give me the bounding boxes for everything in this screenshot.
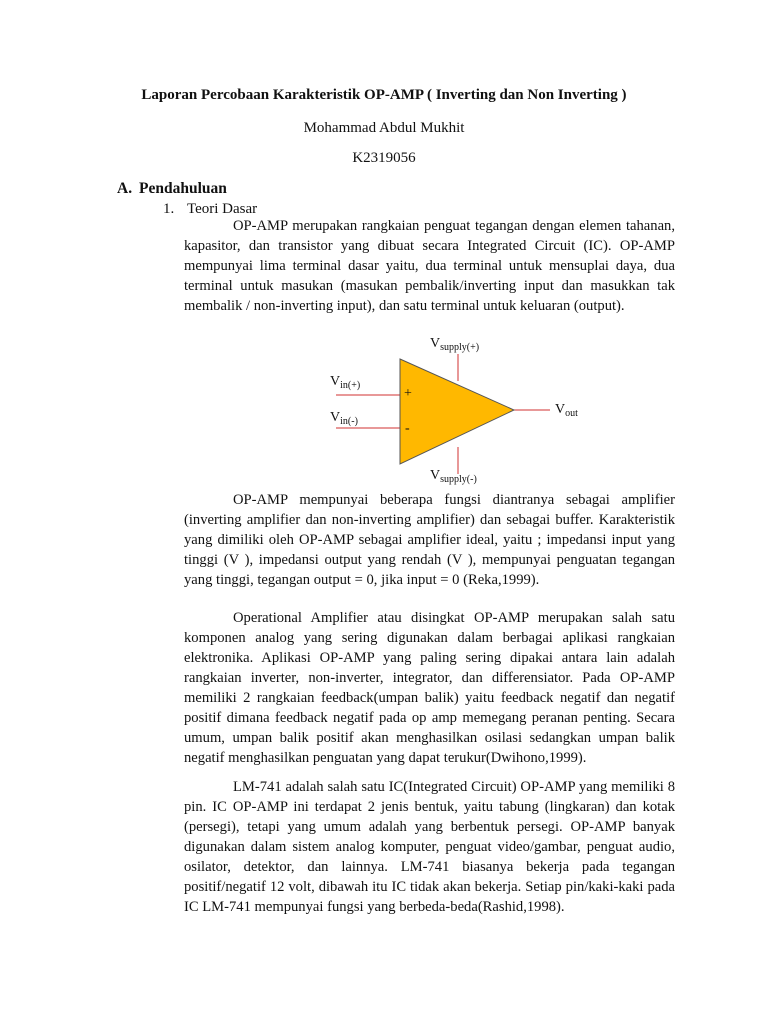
label-vsupply-minus: $V_{supply(-)}$: [430, 468, 477, 485]
document-title: Laporan Percobaan Karakteristik OP-AMP ( Inverting dan Non Inverting ): [141, 87, 627, 103]
paragraph-3-text: Operational Amplifier atau disingkat OP-AMP merupakan salah satu komponen analog yang sering digunakan dalam berbagai aplikasi rangkaian elektronika. Aplikasi OP-AMP yang paling sering dipakai antara lain adalah rangkaian inverter, non-inverter, integrator, dan differensiator. Pada OP-AMP memiliki 2 rangkaian feedback(umpan balik) yaitu feedback negatif dan negatif positif dimana feedback negatif pada op amp memegang peranan penting. Secara umum, umpan balik positif akan menghasilkan osilasi sedangkan umpan balik negatif menghasilkan penguatan yang dapat terukur(Dwihono,1999).: [184, 610, 675, 766]
subsection-title: Teori Dasar: [187, 201, 258, 217]
paragraph-3: [184, 608, 675, 768]
paragraph-4-text: LM-741 adalah salah satu IC(Integrated Circuit) OP-AMP yang memiliki 8 pin. IC OP-AMP ini terdapat 2 jenis bentuk, yaitu tabung (lingkaran) dan kotak (persegi), tetapi yang umum adalah yang berbentuk persegi. OP-AMP banyak digunakan dalam sistem analog komputer, penguat video/gambar, penguat audio, osilator, detektor, dan lainnya. LM-741 biasanya bekerja pada tegangan positif/negatif 12 volt, dibawah itu IC tidak akan bekerja. Setiap pin/kaki-kaki pada IC LM-741 mempunyai fungsi yang berbeda-beda(Rashid,1998).: [184, 779, 675, 915]
paragraph-1: [184, 216, 675, 316]
author-name: Mohammad Abdul Mukhit: [303, 120, 465, 136]
paragraph-2-text: OP-AMP mempunyai beberapa fungsi diantranya sebagai amplifier (inverting amplifier dan non-inverting amplifier) dan sebagai buffer. Karakteristik yang dimiliki oleh OP-AMP sebagai amplifier ideal, yaitu ; impedansi input yang tinggi (V ), impedansi output yang rendah (V ), mempunyai penguatan tegangan yang tinggi, tegangan output = 0, jika input = 0 (Reka,1999).: [184, 492, 675, 588]
student-id: K2319056: [352, 150, 416, 166]
inverting-sign: -: [405, 421, 410, 436]
label-vsupply-plus: $V_{supply(+)}$: [430, 336, 480, 353]
section-letter: A.: [117, 180, 133, 197]
paragraph-1-text: OP-AMP merupakan rangkaian penguat tegangan dengan elemen tahanan, kapasitor, dan transistor yang dibuat secara Integrated Circuit (IC). OP-AMP mempunyai lima terminal dasar yaitu, dua terminal untuk mensuplai daya, dua terminal untuk masukan (masukan pembalik/inverting input dan masukkan tak membalik / non-inverting input), dan satu terminal untuk keluaran (output).: [184, 218, 675, 314]
label-vin-plus: $V_{in(+)}$: [330, 374, 361, 391]
paragraph-2: [184, 490, 675, 590]
label-vout: $V_{out}$: [555, 402, 578, 419]
section-title: Pendahuluan: [139, 180, 227, 197]
paragraph-4: [184, 777, 675, 917]
section-heading: [117, 180, 227, 198]
op-amp-diagram: [300, 334, 620, 489]
label-vin-minus: $V_{in(-)}$: [330, 410, 358, 427]
subsection-number: 1.: [163, 201, 175, 217]
op-amp-triangle: [400, 359, 514, 464]
non-inverting-sign: +: [404, 386, 412, 401]
